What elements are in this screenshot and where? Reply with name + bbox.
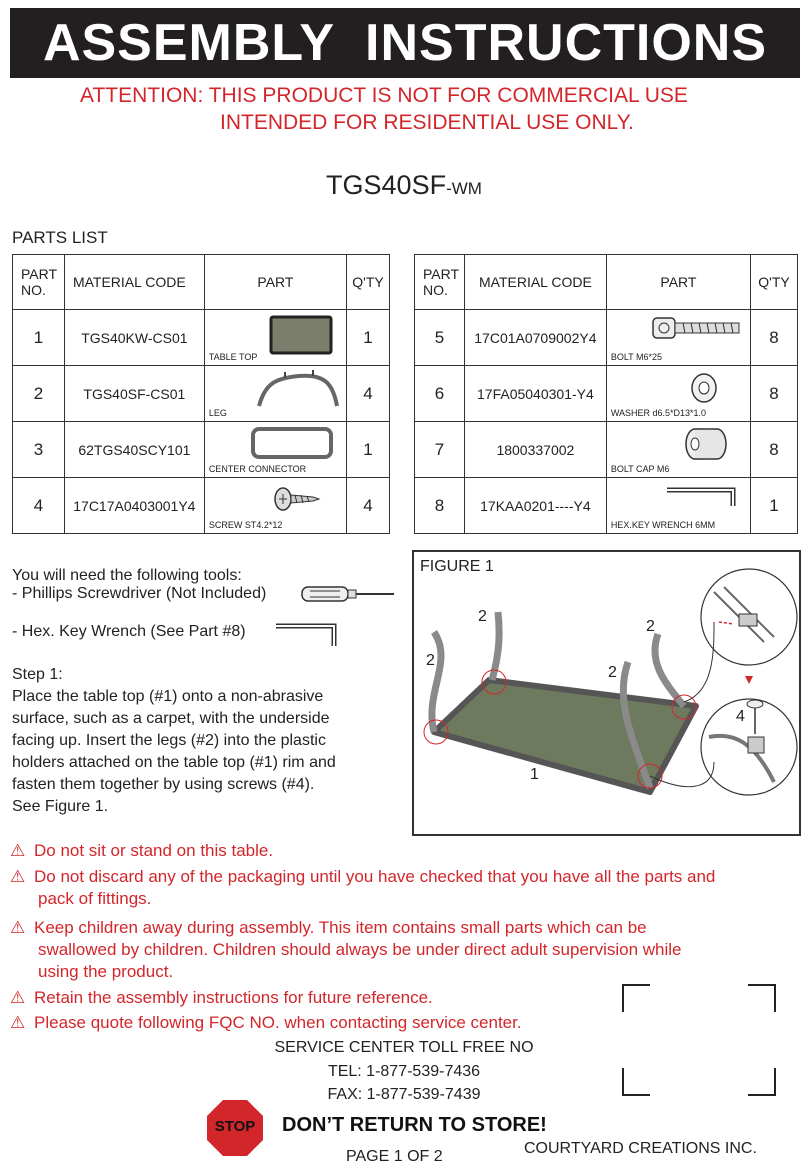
part-cell <box>606 422 750 478</box>
center-connector-icon <box>249 425 335 461</box>
parts-list-title: PARTS LIST <box>12 228 108 247</box>
warning-text: Keep children away during assembly. This item contains small parts which can be <box>34 918 647 937</box>
header-material-code: MATERIAL CODE <box>64 255 204 310</box>
part-name: HEX.KEY WRENCH 6MM <box>610 520 716 530</box>
figure-label-leg: 2 <box>478 608 487 625</box>
part-no: 8 <box>415 478 465 534</box>
part-cell <box>606 478 750 534</box>
header-part-no: PART NO. <box>13 255 65 310</box>
part-cell <box>204 310 346 366</box>
quantity: 8 <box>751 366 798 422</box>
warning-icon: ⚠ <box>10 867 26 886</box>
part-no: 4 <box>13 478 65 534</box>
figure-label-leg: 2 <box>608 664 617 681</box>
part-no: 1 <box>13 310 65 366</box>
model-suffix: -WM <box>446 179 482 198</box>
material-code: 17C01A0709002Y4 <box>464 310 606 366</box>
warning-icon: ⚠ <box>10 1013 26 1032</box>
part-name: SCREW ST4.2*12 <box>208 520 283 530</box>
table-row <box>415 310 798 366</box>
part-name: BOLT M6*25 <box>610 352 663 362</box>
hex-key-wrench-icon <box>663 484 743 510</box>
part-cell <box>204 422 346 478</box>
part-no: 2 <box>13 366 65 422</box>
screw-icon <box>273 484 323 514</box>
header-qty: Q'TY <box>347 255 390 310</box>
part-cell <box>204 366 346 422</box>
table-row <box>415 422 798 478</box>
material-code: 17C17A0403001Y4 <box>64 478 204 534</box>
part-no: 5 <box>415 310 465 366</box>
table-row <box>415 478 798 534</box>
part-no: 7 <box>415 422 465 478</box>
quantity: 8 <box>751 310 798 366</box>
table-row <box>13 422 390 478</box>
header-part-no: PART NO. <box>415 255 465 310</box>
bolt-icon <box>651 316 743 340</box>
material-code: 1800337002 <box>464 422 606 478</box>
step-1-line: facing up. Insert the legs (#2) into the plastic <box>12 732 326 749</box>
service-center-title: SERVICE CENTER TOLL FREE NO <box>274 1039 534 1056</box>
material-code: TGS40KW-CS01 <box>64 310 204 366</box>
figure-label-leg: 2 <box>646 618 655 635</box>
assembly-diagram <box>414 552 799 834</box>
header-part: PART <box>204 255 346 310</box>
header-part: PART <box>606 255 750 310</box>
quantity: 1 <box>751 478 798 534</box>
table-row <box>13 478 390 534</box>
tool-hex-key: - Hex. Key Wrench (See Part #8) <box>12 623 246 640</box>
step-1-line: Place the table top (#1) onto a non-abrasive <box>12 688 324 705</box>
warning-1 <box>10 840 273 862</box>
warning-3-cont: using the product. <box>38 962 174 981</box>
attention-line-1: ATTENTION: THIS PRODUCT IS NOT FOR COMMERCIAL USE <box>80 84 688 107</box>
page-number: PAGE 1 OF 2 <box>346 1148 443 1165</box>
material-code: 17FA05040301-Y4 <box>464 366 606 422</box>
warning-text: Please quote following FQC NO. when contacting service center. <box>34 1013 522 1032</box>
service-fax: FAX: 1-877-539-7439 <box>327 1086 481 1103</box>
table-row <box>415 366 798 422</box>
tools-intro: You will need the following tools: <box>12 567 242 584</box>
leg-icon <box>255 370 343 410</box>
warning-icon: ⚠ <box>10 918 26 937</box>
parts-table-left <box>12 254 390 534</box>
material-code: 17KAA0201----Y4 <box>464 478 606 534</box>
header-qty: Q'TY <box>751 255 798 310</box>
quantity: 8 <box>751 422 798 478</box>
attention-line-2: INTENDED FOR RESIDENTIAL USE ONLY. <box>220 111 634 134</box>
warning-text: Retain the assembly instructions for future reference. <box>34 988 433 1007</box>
company-name: COURTYARD CREATIONS INC. <box>524 1140 757 1157</box>
part-no: 6 <box>415 366 465 422</box>
warning-3-cont: swallowed by children. Children should always be under direct adult supervision while <box>38 940 682 959</box>
step-1-line: holders attached on the table top (#1) rim and <box>12 754 336 771</box>
table-row <box>13 366 390 422</box>
quantity: 1 <box>347 422 390 478</box>
part-name: BOLT CAP M6 <box>610 464 670 474</box>
quantity: 1 <box>347 310 390 366</box>
step-1-line: surface, such as a carpet, with the underside <box>12 710 330 727</box>
part-cell <box>606 310 750 366</box>
step-1-title: Step 1: <box>12 666 63 683</box>
step-1-line: fasten them together by using screws (#4). <box>12 776 315 793</box>
material-code: 62TGS40SCY101 <box>64 422 204 478</box>
step-1-line: See Figure 1. <box>12 798 109 815</box>
warning-2 <box>10 866 715 888</box>
warning-text: Do not discard any of the packaging until you have checked that you have all the parts and <box>34 867 716 886</box>
figure-label-table-top: 1 <box>530 766 539 783</box>
fqc-number-box <box>620 982 780 1098</box>
stop-sign-text: STOP <box>214 1118 256 1135</box>
quantity: 4 <box>347 366 390 422</box>
warning-icon: ⚠ <box>10 841 26 860</box>
warning-5 <box>10 1012 522 1034</box>
washer-icon <box>689 372 719 404</box>
parts-table-right <box>414 254 798 534</box>
tool-screwdriver: - Phillips Screwdriver (Not Included) <box>12 585 267 602</box>
warning-4 <box>10 987 433 1009</box>
model-main: TGS40SF <box>326 170 447 200</box>
model-number <box>0 170 808 201</box>
service-tel: TEL: 1-877-539-7436 <box>327 1063 481 1080</box>
part-cell <box>204 478 346 534</box>
warning-text: Do not sit or stand on this table. <box>34 841 274 860</box>
part-name: TABLE TOP <box>208 352 258 362</box>
part-name: LEG <box>208 408 227 418</box>
hex-key-icon <box>272 618 342 650</box>
figure-1-frame <box>412 550 801 836</box>
warning-3 <box>10 917 647 939</box>
quantity: 4 <box>347 478 390 534</box>
table-header-row <box>13 255 390 310</box>
table-top-icon <box>267 314 335 356</box>
table-header-row <box>415 255 798 310</box>
figure-label-leg: 2 <box>426 652 435 669</box>
figure-title: FIGURE 1 <box>420 558 494 575</box>
warning-2-cont: pack of fittings. <box>38 889 152 908</box>
bolt-cap-icon <box>683 426 727 462</box>
dont-return-text: DON’T RETURN TO STORE! <box>282 1114 547 1136</box>
part-cell <box>606 366 750 422</box>
screwdriver-icon <box>300 584 400 604</box>
part-no: 3 <box>13 422 65 478</box>
warning-icon: ⚠ <box>10 988 26 1007</box>
material-code: TGS40SF-CS01 <box>64 366 204 422</box>
part-name: CENTER CONNECTOR <box>208 464 307 474</box>
page-title: ASSEMBLY INSTRUCTIONS <box>10 8 800 78</box>
table-row <box>13 310 390 366</box>
figure-label-screw: 4 <box>736 708 745 725</box>
header-material-code: MATERIAL CODE <box>464 255 606 310</box>
part-name: WASHER d6.5*D13*1.0 <box>610 408 707 418</box>
